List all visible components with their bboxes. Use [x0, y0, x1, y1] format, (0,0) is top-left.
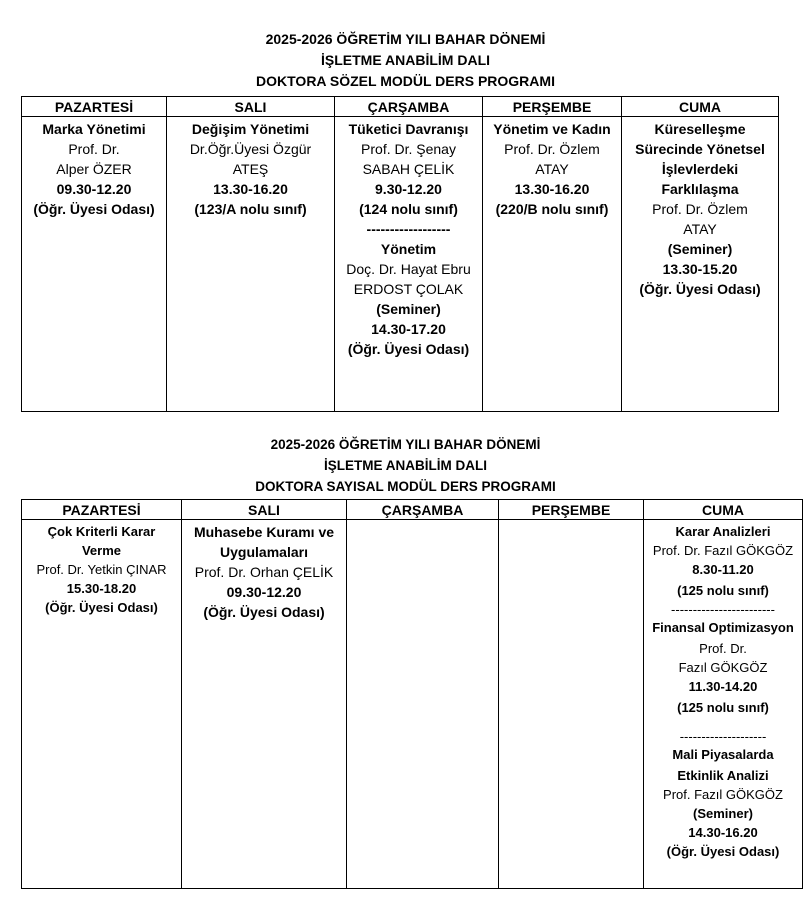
course-room: (Öğr. Üyesi Odası): [33, 201, 155, 217]
course-name: Uygulamaları: [220, 544, 308, 560]
sozel-day-header-cuma: CUMA: [622, 97, 779, 117]
sozel-day-header-carsamba: ÇARŞAMBA: [335, 97, 483, 117]
instructor-name: Dr.Öğr.Üyesi Özgür: [189, 141, 312, 157]
course-time: 15.30-18.20: [66, 581, 137, 596]
sozel-cell-pazartesi: [22, 117, 167, 412]
course-name: Sürecinde Yönetsel: [635, 141, 765, 157]
sozel-cell-cuma: [622, 117, 779, 412]
sayisal-cell-cuma: [644, 520, 803, 889]
course-time: 09.30-12.20: [226, 584, 302, 600]
instructor-name: ATEŞ: [232, 161, 269, 177]
sayisal-cell-carsamba: [347, 520, 499, 889]
course-time: 09.30-12.20: [56, 181, 132, 197]
sozel-title-line-2: İŞLETME ANABİLİM DALI: [320, 52, 491, 68]
instructor-name: Doç. Dr. Hayat Ebru: [346, 261, 471, 277]
sozel-day-header-persembe: PERŞEMBE: [483, 97, 622, 117]
course-time: 13.30-15.20: [662, 261, 738, 277]
instructor-name: Prof. Dr. Özlem: [652, 201, 748, 217]
sayisal-day-header-persembe: PERŞEMBE: [499, 500, 644, 520]
instructor-name: Prof. Dr. Yetkin ÇINAR: [36, 562, 167, 577]
separator: ------------------: [366, 221, 451, 237]
course-time: 9.30-12.20: [375, 181, 442, 197]
sayisal-title-line-2: İŞLETME ANABİLİM DALI: [324, 458, 487, 473]
sozel-title: [0, 29, 811, 92]
course-name: Verme: [81, 543, 122, 558]
sayisal-schedule-table: [21, 499, 803, 889]
instructor-name: Alper ÖZER: [56, 161, 132, 177]
instructor-name: Fazıl GÖKGÖZ: [678, 660, 768, 675]
course-name: Marka Yönetimi: [42, 121, 146, 137]
sayisal-day-header-sali: SALI: [182, 500, 347, 520]
course-room: (124 nolu sınıf): [359, 201, 458, 217]
course-name: Çok Kriterli Karar: [47, 524, 156, 539]
course-name: Finansal Optimizasyon: [652, 620, 794, 635]
course-name: Mali Piyasalarda: [672, 747, 774, 762]
sozel-title-line-1: 2025-2026 ÖĞRETİM YILI BAHAR DÖNEMİ: [265, 31, 546, 47]
sayisal-day-header-carsamba: ÇARŞAMBA: [347, 500, 499, 520]
instructor-name: Prof. Dr. Özlem: [504, 141, 600, 157]
course-room: (Öğr. Üyesi Odası): [203, 604, 325, 620]
separator: --------------------: [679, 729, 767, 744]
sozel-course-row: [22, 117, 779, 412]
course-room: (123/A nolu sınıf): [194, 201, 307, 217]
course-name: Yönetim ve Kadın: [493, 121, 611, 137]
sozel-cell-persembe: [483, 117, 622, 412]
course-room: (220/B nolu sınıf): [495, 201, 609, 217]
sayisal-title: [0, 434, 811, 497]
sayisal-header-row: [22, 500, 803, 520]
course-room: (Öğr. Üyesi Odası): [666, 844, 780, 859]
course-time: 8.30-11.20: [692, 562, 754, 577]
course-note: (Seminer): [667, 241, 733, 257]
sayisal-cell-sali: [182, 520, 347, 889]
sayisal-cell-pazartesi: [22, 520, 182, 889]
sozel-day-header-pazartesi: PAZARTESİ: [22, 97, 167, 117]
sayisal-title-line-3: DOKTORA SAYISAL MODÜL DERS PROGRAMI: [255, 479, 556, 494]
course-room: (Öğr. Üyesi Odası): [45, 600, 158, 615]
sayisal-cell-persembe: [499, 520, 644, 889]
course-time: 14.30-16.20: [688, 825, 758, 840]
instructor-name: SABAH ÇELİK: [362, 161, 455, 177]
instructor-name: Prof. Dr.: [699, 641, 747, 656]
sozel-day-header-sali: SALI: [167, 97, 335, 117]
course-time: 14.30-17.20: [371, 321, 446, 337]
course-name: Yönetim: [380, 241, 437, 257]
instructor-name: ATAY: [535, 161, 569, 177]
course-name: Küreselleşme: [654, 121, 746, 137]
course-room: (125 nolu sınıf): [677, 583, 769, 598]
sozel-schedule-table: [21, 96, 779, 412]
sozel-cell-sali: [167, 117, 335, 412]
course-note: (Seminer): [693, 806, 753, 821]
instructor-name: Prof. Dr.: [68, 141, 120, 157]
course-name: Etkinlik Analizi: [677, 768, 769, 783]
sozel-cell-carsamba: [335, 117, 483, 412]
course-name: Değişim Yönetimi: [191, 121, 310, 137]
course-time: 13.30-16.20: [213, 181, 288, 197]
course-room: (Öğr. Üyesi Odası): [639, 281, 761, 297]
instructor-name: ERDOST ÇOLAK: [353, 281, 464, 297]
instructor-name: ATAY: [683, 221, 717, 237]
course-name: İşlevlerdeki: [661, 161, 739, 177]
course-room: (125 nolu sınıf): [677, 700, 769, 715]
instructor-name: Prof. Fazıl GÖKGÖZ: [663, 787, 783, 802]
course-time: 13.30-16.20: [514, 181, 590, 197]
sayisal-title-line-1: 2025-2026 ÖĞRETİM YILI BAHAR DÖNEMİ: [270, 437, 541, 452]
instructor-name: Prof. Dr. Fazıl GÖKGÖZ: [652, 543, 794, 558]
course-note: (Seminer): [376, 301, 441, 317]
sayisal-day-header-pazartesi: PAZARTESİ: [22, 500, 182, 520]
course-name: Muhasebe Kuramı ve: [193, 524, 335, 540]
separator: ------------------------: [671, 602, 775, 617]
course-name: Farklılaşma: [661, 181, 739, 197]
course-name: Tüketici Davranışı: [348, 121, 469, 137]
course-room: (Öğr. Üyesi Odası): [347, 341, 470, 357]
course-time: 11.30-14.20: [688, 679, 758, 694]
sozel-title-line-3: DOKTORA SÖZEL MODÜL DERS PROGRAMI: [256, 73, 555, 89]
sayisal-course-row: [22, 520, 803, 889]
sayisal-day-header-cuma: CUMA: [644, 500, 803, 520]
course-name: Karar Analizleri: [675, 524, 771, 539]
sozel-header-row: [22, 97, 779, 117]
instructor-name: Prof. Dr. Orhan ÇELİK: [194, 564, 334, 580]
instructor-name: Prof. Dr. Şenay: [361, 141, 456, 157]
